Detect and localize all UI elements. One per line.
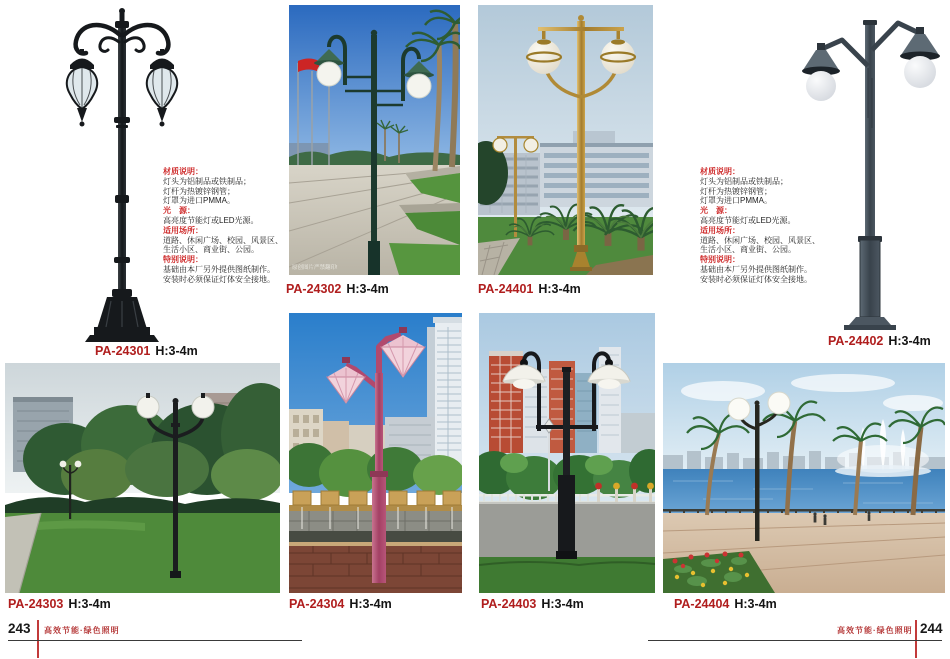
spec-line: 安装时必须保证灯体安全接地。 [163, 274, 275, 284]
product-height: H:3-4m [68, 597, 111, 611]
spec-line: 生活小区、商业街、公园。 [163, 245, 259, 255]
photo-scene-pa24304 [289, 313, 462, 593]
photo-scene-pa24302 [289, 5, 460, 275]
product-label-pa24304 [289, 597, 392, 611]
lamp-globe [904, 56, 936, 88]
lamp-globe [192, 396, 214, 418]
spec-heading: 特别说明： [163, 255, 203, 265]
lamp-base [844, 236, 896, 330]
product-code: PA-24301 [95, 344, 151, 358]
spec-line: 生活小区、商业街、公园。 [700, 245, 796, 255]
footer-slogan-left: 高效节能·绿色照明 [44, 626, 120, 635]
photo-watermark: 原创图片严禁翻印! [292, 265, 338, 271]
lamp-pole [115, 8, 129, 295]
lamp-globe [601, 40, 635, 74]
photo-scene-pa24404 [663, 363, 945, 593]
spec-heading: 适用场所： [163, 225, 203, 235]
spec-line: 基础由本厂另外提供图纸制作。 [163, 264, 275, 274]
product-label-pa24401 [478, 282, 581, 296]
product-code: PA-24402 [828, 334, 884, 348]
spec-heading: 光 源： [700, 206, 732, 216]
spec-line: 灯头为铝制品或铁制品； [163, 176, 251, 186]
spec-line: 灯头为铝制品或铁制品； [700, 176, 788, 186]
spec-line: 高亮度节能灯或LED光源。 [163, 215, 259, 225]
product-photo-pa24404 [663, 363, 945, 593]
spec-heading: 适用场所： [700, 225, 740, 235]
page-number-right: 244 [920, 621, 943, 636]
spec-line: 灯杆为热镀锌钢管； [700, 186, 772, 196]
lamp-globe [728, 398, 750, 420]
lamp-globe [806, 71, 836, 101]
product-photo-pa24401 [478, 5, 653, 275]
right-lamp [900, 27, 940, 88]
product-photo-pa24302 [289, 5, 460, 275]
product-label-pa24302 [286, 282, 389, 296]
product-code: PA-24303 [8, 597, 64, 611]
footer-divider-right [915, 620, 917, 658]
page-number-left: 243 [8, 621, 31, 636]
spec-line: 灯杆为热镀锌钢管； [163, 186, 235, 196]
spec-line: 基础由本厂另外提供图纸制作。 [700, 264, 812, 274]
product-height: H:3-4m [888, 334, 931, 348]
lamp-globe [317, 62, 341, 86]
product-code: PA-24304 [289, 597, 345, 611]
lamp-globe [137, 396, 159, 418]
product-label-pa24303 [8, 597, 111, 611]
spec-heading: 材质说明： [163, 167, 203, 176]
lamp-pole [863, 20, 877, 240]
footer-rule-right [648, 640, 942, 641]
spec-heading: 特别说明： [700, 255, 740, 265]
product-height: H:3-4m [734, 597, 777, 611]
product-height: H:3-4m [155, 344, 198, 358]
footer-divider-left [37, 620, 39, 658]
product-label-pa24403 [481, 597, 584, 611]
photo-scene-pa24401 [478, 5, 653, 275]
product-code: PA-24401 [478, 282, 534, 296]
spec-line: 安装时必须保证灯体安全接地。 [700, 274, 812, 284]
spec-line: 灯罩为进口PMMA。 [700, 196, 772, 206]
product-code: PA-24403 [481, 597, 537, 611]
spec-line: 道路、休闲广场、校园、风景区、 [163, 235, 283, 245]
product-photo-pa24303 [5, 363, 280, 593]
spec-line: 高亮度节能灯或LED光源。 [700, 215, 796, 225]
product-label-pa24404 [674, 597, 777, 611]
product-code: PA-24302 [286, 282, 342, 296]
product-height: H:3-4m [541, 597, 584, 611]
left-lamp [802, 43, 840, 101]
product-height: H:3-4m [346, 282, 389, 296]
product-photo-pa24403 [479, 313, 655, 593]
spec-line: 道路、休闲广场、校园、风景区、 [700, 235, 820, 245]
spec-heading: 材质说明： [700, 167, 740, 176]
spec-note-left [163, 167, 295, 285]
lamp-base [85, 289, 159, 342]
product-height: H:3-4m [349, 597, 392, 611]
product-height: H:3-4m [538, 282, 581, 296]
lamp-globe [407, 74, 431, 98]
product-label-pa24402 [828, 334, 931, 348]
photo-scene-pa24303 [5, 363, 280, 593]
footer-rule-left [8, 640, 302, 641]
product-label-pa24301 [95, 344, 198, 358]
lamp-globe [768, 392, 790, 414]
product-code: PA-24404 [674, 597, 730, 611]
photo-scene-pa24403 [479, 313, 655, 593]
footer-slogan-right: 高效节能·绿色照明 [837, 626, 913, 635]
spec-heading: 光 源： [163, 206, 195, 216]
lamp-globe [527, 40, 561, 74]
product-photo-pa24304 [289, 313, 462, 593]
spec-note-right [700, 167, 832, 285]
spec-line: 灯罩为进口PMMA。 [163, 196, 235, 206]
